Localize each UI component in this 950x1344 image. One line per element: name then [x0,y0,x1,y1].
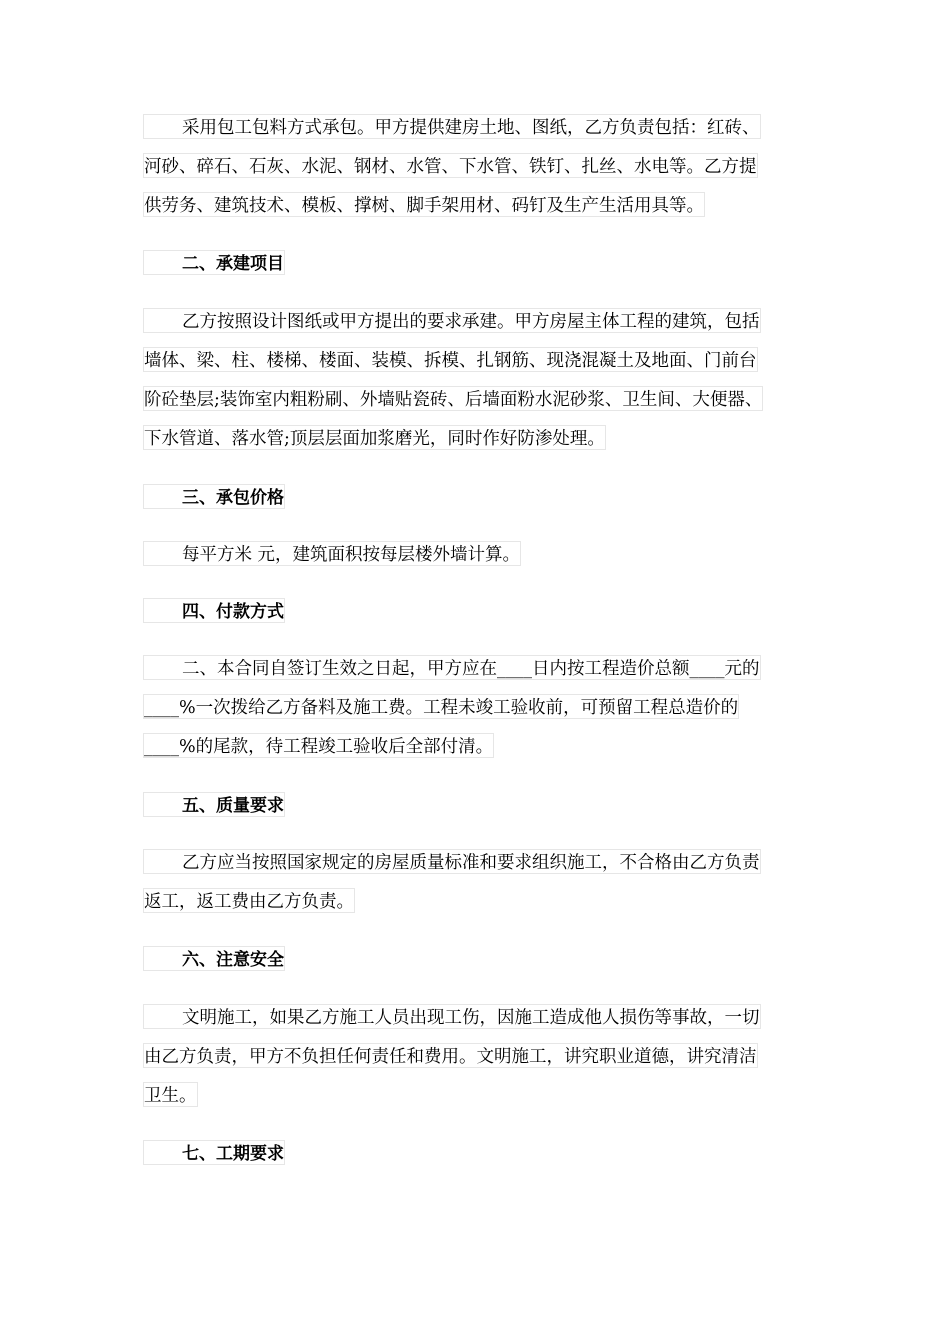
paragraph-line: ____%一次拨给乙方备料及施工费。工程未竣工验收前，可预留工程总造价的 [143,694,739,719]
paragraph-line: 乙方按照设计图纸或甲方提出的要求承建。甲方房屋主体工程的建筑，包括 [143,308,761,333]
section-heading-4 [143,598,285,623]
section-heading-2 [143,250,285,275]
paragraph-line: ____%的尾款，待工程竣工验收后全部付清。 [143,733,494,758]
paragraph-safety [143,1004,761,1107]
paragraph-price [143,541,521,566]
paragraph-line: 墙体、梁、柱、楼梯、楼面、装模、拆模、扎钢筋、现浇混凝土及地面、门前台 [143,347,758,372]
paragraph-line: 由乙方负责，甲方不负担任何责任和费用。文明施工，讲究职业道德，讲究清洁 [143,1043,758,1068]
paragraph-quality [143,849,761,913]
paragraph-line: 乙方应当按照国家规定的房屋质量标准和要求组织施工，不合格由乙方负责 [143,849,761,874]
paragraph-line: 供劳务、建筑技术、模板、撑树、脚手架用材、码钉及生产生活用具等。 [143,192,705,217]
heading-text: 二、承建项目 [143,250,285,275]
paragraph-line: 每平方米 元，建筑面积按每层楼外墙计算。 [143,541,521,566]
heading-text: 六、注意安全 [143,946,285,971]
paragraph-line: 阶砼垫层;装饰室内粗粉刷、外墙贴瓷砖、后墙面粉水泥砂浆、卫生间、大便器、 [143,386,763,411]
paragraph-project-scope [143,308,763,450]
heading-text: 三、承包价格 [143,484,285,509]
heading-text: 五、质量要求 [143,792,285,817]
paragraph-contract-scope [143,114,761,217]
paragraph-payment [143,655,761,758]
paragraph-line: 文明施工，如果乙方施工人员出现工伤，因施工造成他人损伤等事故，一切 [143,1004,761,1029]
paragraph-line: 下水管道、落水管;顶层层面加浆磨光，同时作好防渗处理。 [143,425,606,450]
heading-text: 七、工期要求 [143,1140,285,1165]
paragraph-line: 返工，返工费由乙方负责。 [143,888,355,913]
paragraph-line: 河砂、碎石、石灰、水泥、钢材、水管、下水管、铁钉、扎丝、水电等。乙方提 [143,153,758,178]
heading-text: 四、付款方式 [143,598,285,623]
section-heading-7 [143,1140,285,1165]
section-heading-5 [143,792,285,817]
paragraph-line: 采用包工包料方式承包。甲方提供建房土地、图纸，乙方负责包括：红砖、 [143,114,761,139]
paragraph-line: 卫生。 [143,1082,198,1107]
section-heading-6 [143,946,285,971]
paragraph-line: 二、本合同自签订生效之日起，甲方应在____日内按工程造价总额____元的 [143,655,761,680]
section-heading-3 [143,484,285,509]
